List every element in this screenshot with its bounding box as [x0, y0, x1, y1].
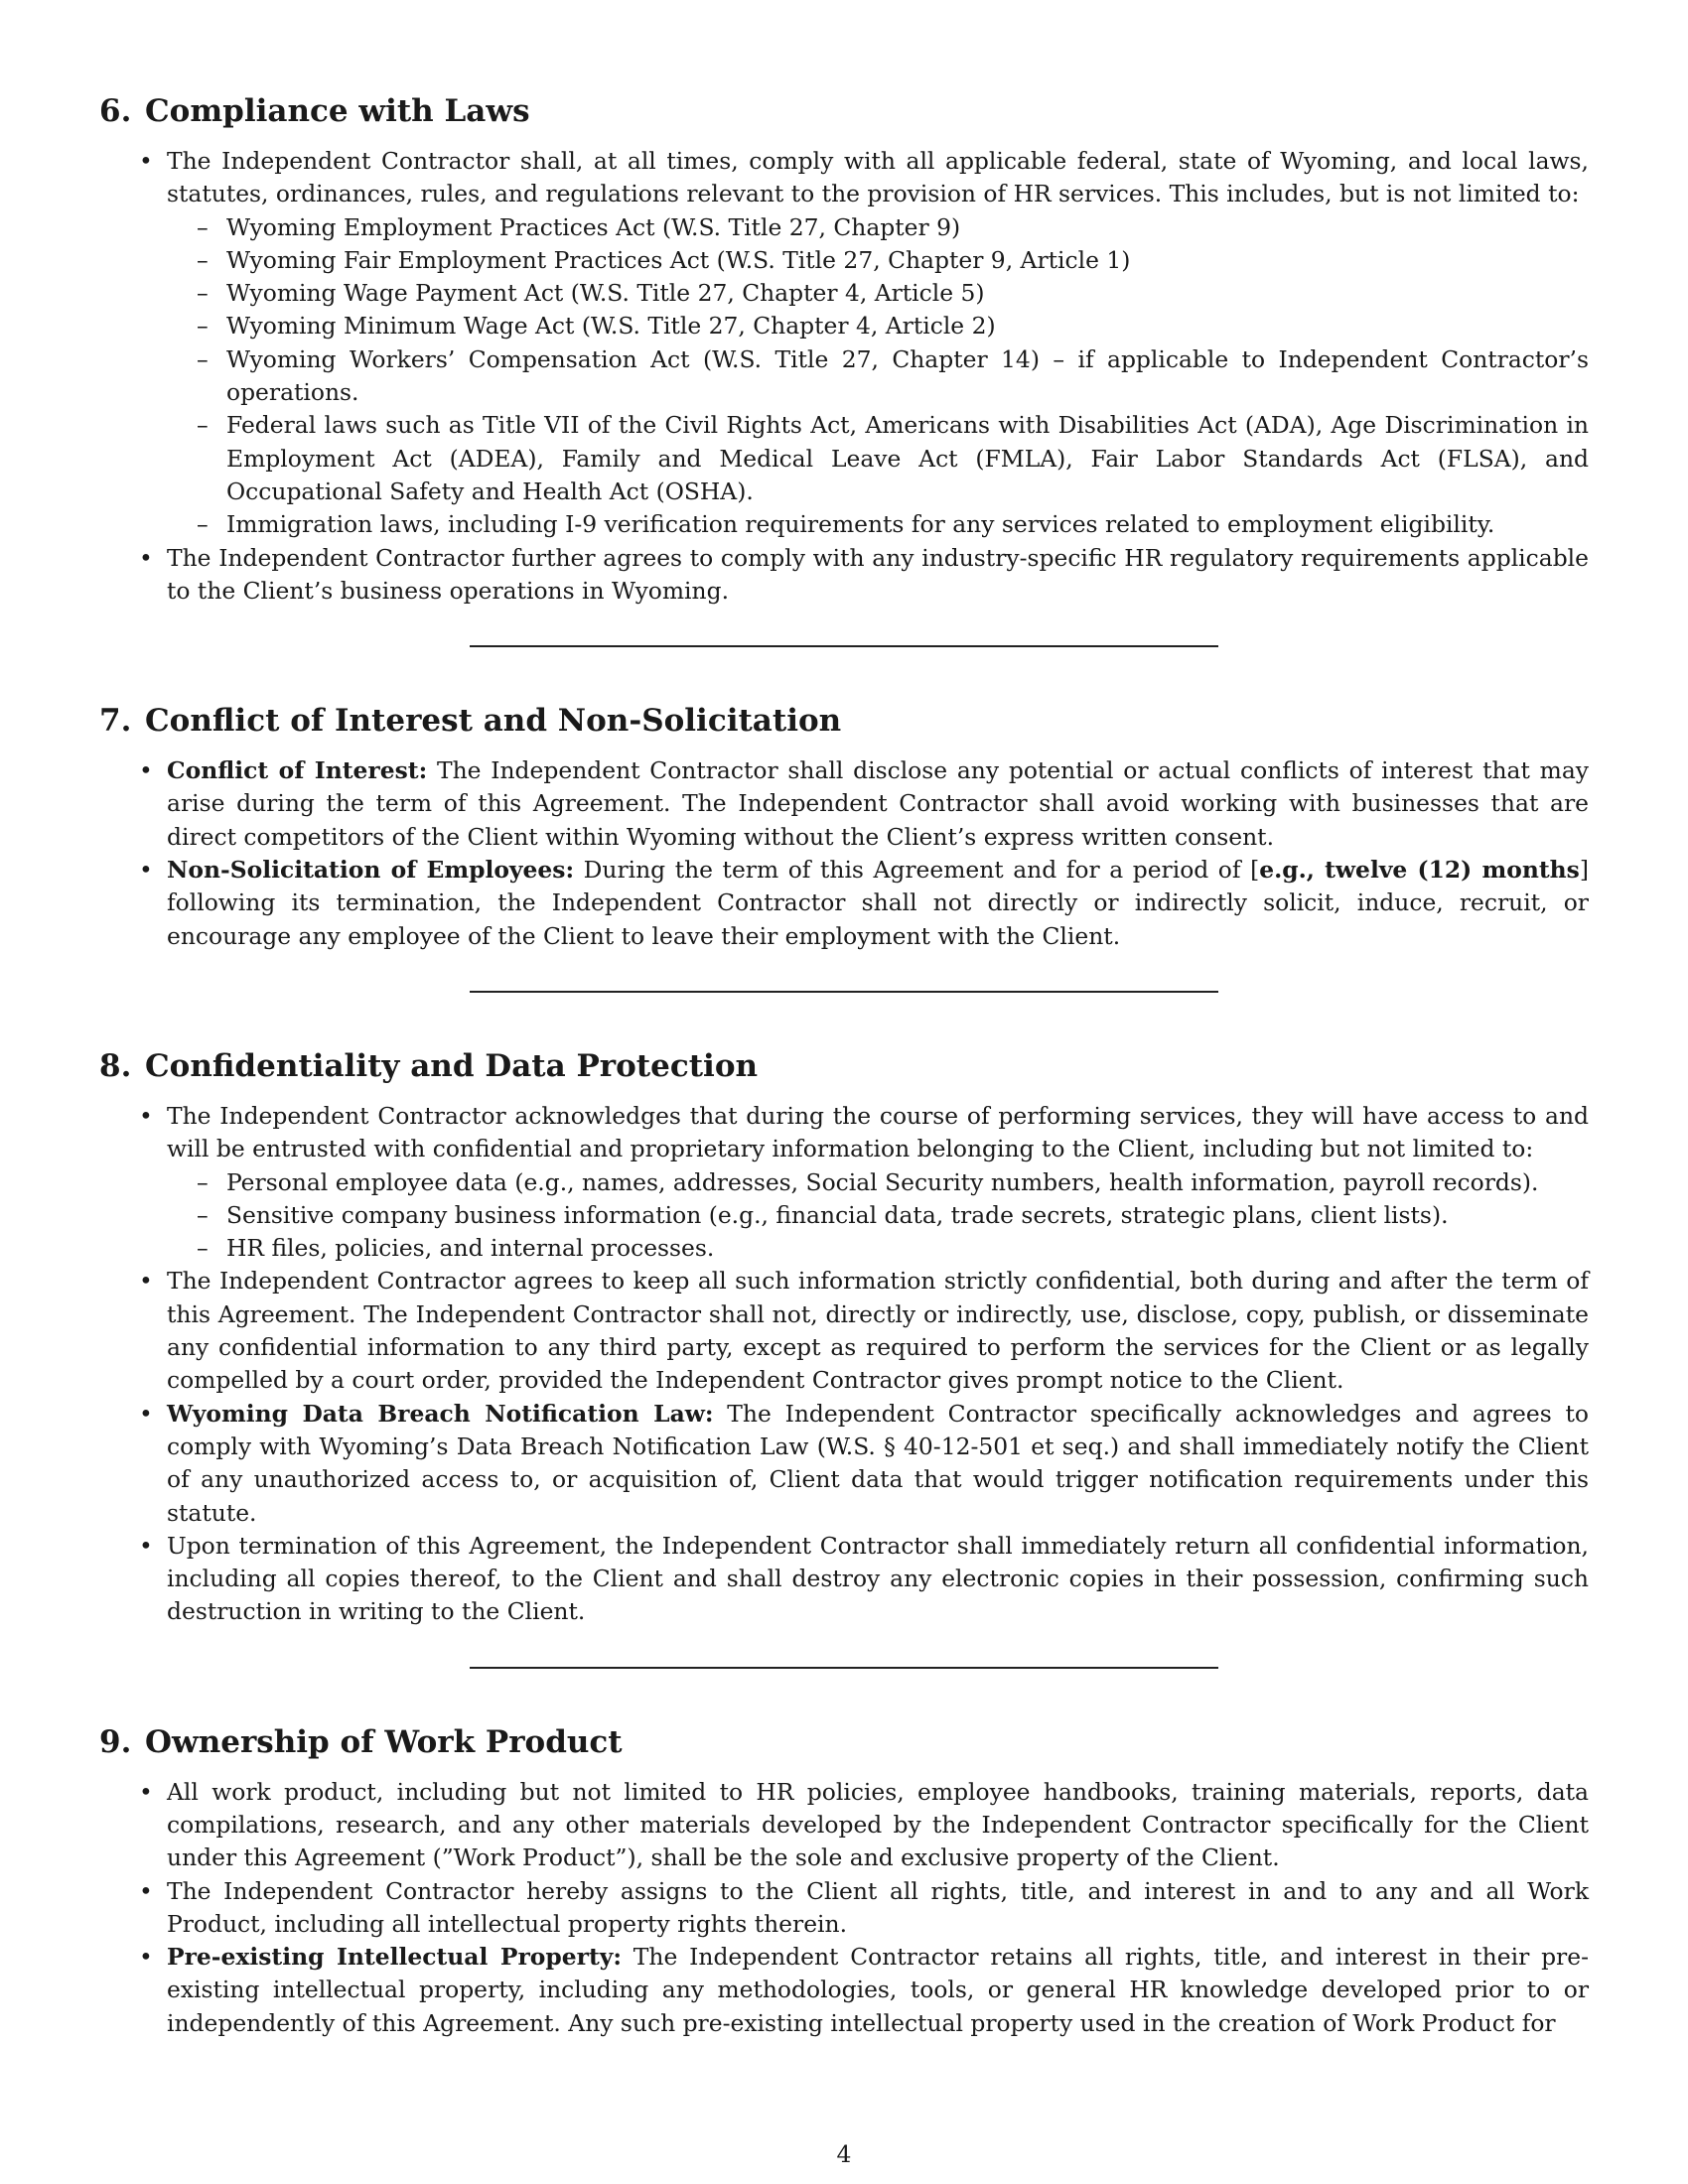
- sub-item: – Immigration laws, including I-9 verification requirements for any services related to employment eligibility.: [167, 508, 1589, 541]
- bullet-item: [99, 1941, 1589, 2040]
- bullet-list: [99, 1776, 1589, 2040]
- sub-item: – Wyoming Fair Employment Practices Act (W.S. Title 27, Chapter 9, Article 1): [167, 244, 1589, 277]
- placeholder-term: e.g., twelve (12) months: [1259, 856, 1580, 885]
- page-number: 4: [836, 2140, 852, 2168]
- bullet-item: [99, 754, 1589, 854]
- section-heading: [99, 1722, 1589, 1762]
- section-heading: [99, 701, 1589, 741]
- bullet-text: The Independent Contractor retains all rights, title, and interest in their pre-existing intellectual property, including any methodologies, tools, or general HR knowledge developed prior to or independently of this Agreement. Any such pre-existing intellectual property used in the creation of Work Product for: [167, 1943, 1589, 2037]
- bullet-label: Wyoming Data Breach Notification Law:: [167, 1399, 714, 1428]
- sub-list: [167, 211, 1589, 542]
- bullet-item: • The Independent Contractor agrees to keep all such information strictly confidential, both during and after the term of this Agreement. The Independent Contractor shall not, directly or indirectly, use, disclose, copy, publish, or disseminate any confidential information to any third party, except as required to perform the services for the Client or as legally compelled by a court order, provided the Independent Contractor gives prompt notice to the Client.: [99, 1265, 1589, 1397]
- bullet-label: Non-Solicitation of Employees:: [167, 856, 575, 885]
- section-title: Confidentiality and Data Protection: [145, 1047, 759, 1084]
- section-divider: [470, 645, 1218, 647]
- bullet-text: The Independent Contractor shall disclose any potential or actual conflicts of interest that may arise during the term of this Agreement. The Independent Contractor shall avoid working with businesses that are direct competitors of the Client within Wyoming without the Client’s express written consent.: [167, 756, 1589, 851]
- sub-item: – Wyoming Workers’ Compensation Act (W.S. Title 27, Chapter 14) – if applicable to Independent Contractor’s operations.: [167, 343, 1589, 410]
- bullet-text: ] following its termination, the Independent Contractor shall not directly or indirectly solicit, induce, recruit, or encourage any employee of the Client to leave their employment with the Client.: [167, 856, 1589, 950]
- section-title: Compliance with Laws: [145, 93, 530, 129]
- sub-item: – Wyoming Wage Payment Act (W.S. Title 27, Chapter 4, Article 5): [167, 277, 1589, 310]
- section-title: Conflict of Interest and Non-Solicitation: [145, 703, 842, 740]
- sub-item: – Federal laws such as Title VII of the Civil Rights Act, Americans with Disabilities Act (ADA), Age Discrimination in Employment Act (ADEA), Family and Medical Leave Act (FMLA), Fair Labor Standards Act (FLSA), and Occupational Safety and Health Act (OSHA).: [167, 409, 1589, 508]
- sub-item: – HR files, policies, and internal processes.: [167, 1232, 1589, 1265]
- bullet-item: • All work product, including but not limited to HR policies, employee handbooks, training materials, reports, data compilations, research, and any other materials developed by the Independent Contractor specifically for the Client under this Agreement (”Work Product”), shall be the sole and exclusive property of the Client.: [99, 1776, 1589, 1875]
- sub-item: – Wyoming Employment Practices Act (W.S. Title 27, Chapter 9): [167, 211, 1589, 244]
- section-heading: [99, 91, 1589, 131]
- bullet-item: [99, 145, 1589, 542]
- section-number: 8.: [99, 1047, 132, 1084]
- bullet-text: The Independent Contractor specifically acknowledges and agrees to comply with Wyoming’s Data Breach Notification Law (W.S. § 40-12-501 et seq.) and shall immediately notify the Client of any unauthorized access to, or acquisition of, Client data that would trigger notification requirements under this statute.: [167, 1399, 1589, 1527]
- section-number: 9.: [99, 1723, 132, 1760]
- section-divider: [470, 991, 1218, 993]
- bullet-text: The Independent Contractor acknowledges that during the course of performing services, they will have access to and will be entrusted with confidential and proprietary information belonging to the Client, including but not limited to:: [167, 1101, 1589, 1163]
- sub-item: – Personal employee data (e.g., names, addresses, Social Security numbers, health information, payroll records).: [167, 1166, 1589, 1199]
- section-compliance-with-laws: [99, 91, 1589, 608]
- bullet-list: [99, 145, 1589, 608]
- document-page: [99, 91, 1589, 2040]
- section-divider: [470, 1667, 1218, 1669]
- section-ownership-of-work-product: [99, 1722, 1589, 2040]
- sub-list: [167, 1166, 1589, 1266]
- section-title: Ownership of Work Product: [145, 1723, 623, 1760]
- section-conflict-of-interest: [99, 701, 1589, 953]
- section-heading: [99, 1046, 1589, 1086]
- bullet-item: [99, 1398, 1589, 1530]
- section-number: 6.: [99, 93, 132, 129]
- bullet-item: • The Independent Contractor hereby assigns to the Client all rights, title, and interest in and to any and all Work Product, including all intellectual property rights therein.: [99, 1875, 1589, 1942]
- bullet-label: Pre-existing Intellectual Property:: [167, 1943, 622, 1972]
- bullet-text: The Independent Contractor shall, at all times, comply with all applicable federal, state of Wyoming, and local laws, statutes, ordinances, rules, and regulations relevant to the provision of HR services. This includes, but is not limited to:: [167, 147, 1589, 208]
- bullet-list: [99, 754, 1589, 953]
- sub-item: – Wyoming Minimum Wage Act (W.S. Title 27, Chapter 4, Article 2): [167, 310, 1589, 342]
- bullet-item: • The Independent Contractor further agrees to comply with any industry-specific HR regulatory requirements applicable to the Client’s business operations in Wyoming.: [99, 542, 1589, 609]
- bullet-item: [99, 1100, 1589, 1265]
- section-number: 7.: [99, 703, 132, 740]
- bullet-item: [99, 854, 1589, 953]
- bullet-list: [99, 1100, 1589, 1629]
- bullet-label: Conflict of Interest:: [167, 756, 428, 785]
- section-confidentiality: [99, 1046, 1589, 1629]
- sub-item: – Sensitive company business information (e.g., financial data, trade secrets, strategic plans, client lists).: [167, 1199, 1589, 1232]
- bullet-item: • Upon termination of this Agreement, the Independent Contractor shall immediately return all confidential information, including all copies thereof, to the Client and shall destroy any electronic copies in their possession, confirming such destruction in writing to the Client.: [99, 1530, 1589, 1629]
- bullet-text: During the term of this Agreement and for a period of [: [574, 856, 1260, 885]
